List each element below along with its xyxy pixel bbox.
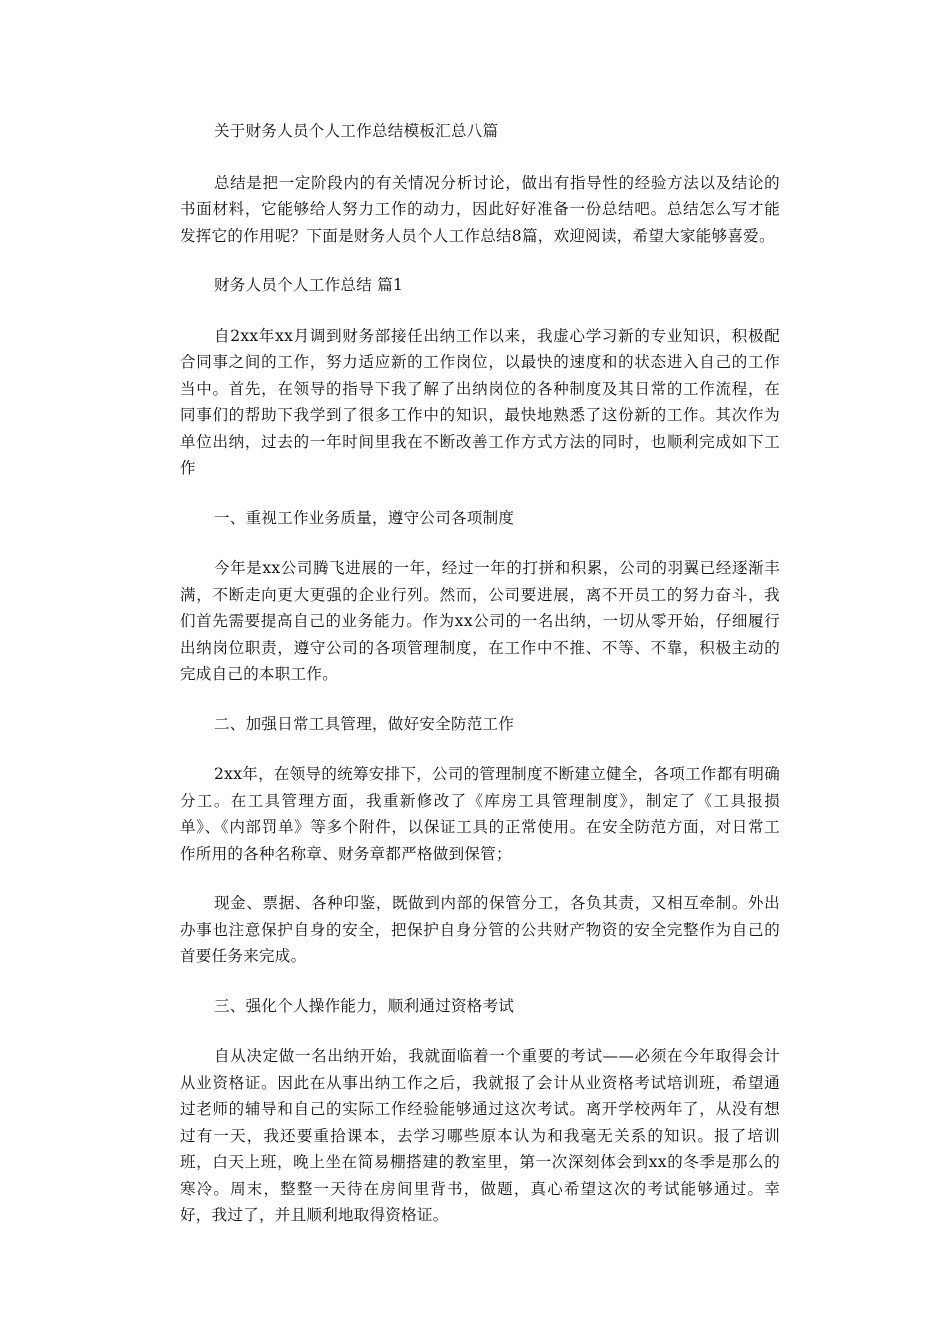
body-paragraph-3: 2xx年，在领导的统筹安排下，公司的管理制度不断建立健全，各项工作都有明确分工。在工具管理方面，我重新修改了《库房工具管理制度》，制定了《工具报损单》、《内部罚单》等多个附件，以保证工具的正常使用。在安全防范方面，对日常工作所用的各种名称章、财务章都严格做到保管； [180,765,780,863]
body-paragraph-4: 现金、票据、各种印鉴，既做到内部的保管分工，各负其责，又相互牵制。外出办事也注意保护自身的安全，把保护自身分管的公共财产物资的安全完整作为自己的首要任务来完成。 [180,894,780,965]
subheading-1: 一、重视工作业务质量，遵守公司各项制度 [214,508,515,527]
section-title: 财务人员个人工作总结 篇1 [214,276,404,294]
subheading-3: 三、强化个人操作能力，顺利通过资格考试 [214,996,515,1015]
subheading-2: 二、加强日常工具管理，做好安全防范工作 [214,714,515,733]
intro-paragraph: 总结是把一定阶段内的有关情况分析讨论，做出有指导性的经验方法以及结论的书面材料，它能够给人努力工作的动力，因此好好准备一份总结吧。总结怎么写才能发挥它的作用呢？下面是财务人员个人工作总结8篇，欢迎阅读，希望大家能够喜爱。 [180,173,780,245]
body-paragraph-1: 自2xx年xx月调到财务部接任出纳工作以来，我虚心学习新的专业知识，积极配合同事之间的工作，努力适应新的工作岗位，以最快的速度和的状态进入自己的工作当中。首先，在领导的指导下我了解了出纳岗位的各种制度及其日常的工作流程，在同事们的帮助下我学到了很多工作中的知识，最快地熟悉了这份新的工作。其次作为单位出纳，过去的一年时间里我在不断改善工作方式方法的同时，也顺利完成如下工作 [180,326,780,477]
document-page [180,118,780,1252]
document-title: 关于财务人员个人工作总结模板汇总八篇 [214,122,499,140]
body-paragraph-5: 自从决定做一名出纳开始，我就面临着一个重要的考试——必须在今年取得会计从业资格证。因此在从事出纳工作之后，我就报了会计从业资格考试培训班，希望通过老师的辅导和自己的实际工作经验能够通过这次考试。离开学校两年了，从没有想过有一天，我还要重拾课本，去学习哪些原本认为和我毫无关系的知识。报了培训班，白天上班，晚上坐在简易棚搭建的教室里，第一次深刻体会到xx的冬季是那么的寒冷。周末，整整一天待在房间里背书，做题，真心希望这次的考试能够通过。幸好，我过了，并且顺利地取得资格证。 [180,1047,780,1224]
body-paragraph-2: 今年是xx公司腾飞进展的一年，经过一年的打拼和积累，公司的羽翼已经逐渐丰满，不断走向更大更强的企业行列。然而，公司要进展，离不开员工的努力奋斗，我们首先需要提高自己的业务能力。作为xx公司的一名出纳，一切从零开始，仔细履行出纳岗位职责，遵守公司的各项管理制度，在工作中不推、不等、不靠，积极主动的完成自己的本职工作。 [180,559,780,683]
